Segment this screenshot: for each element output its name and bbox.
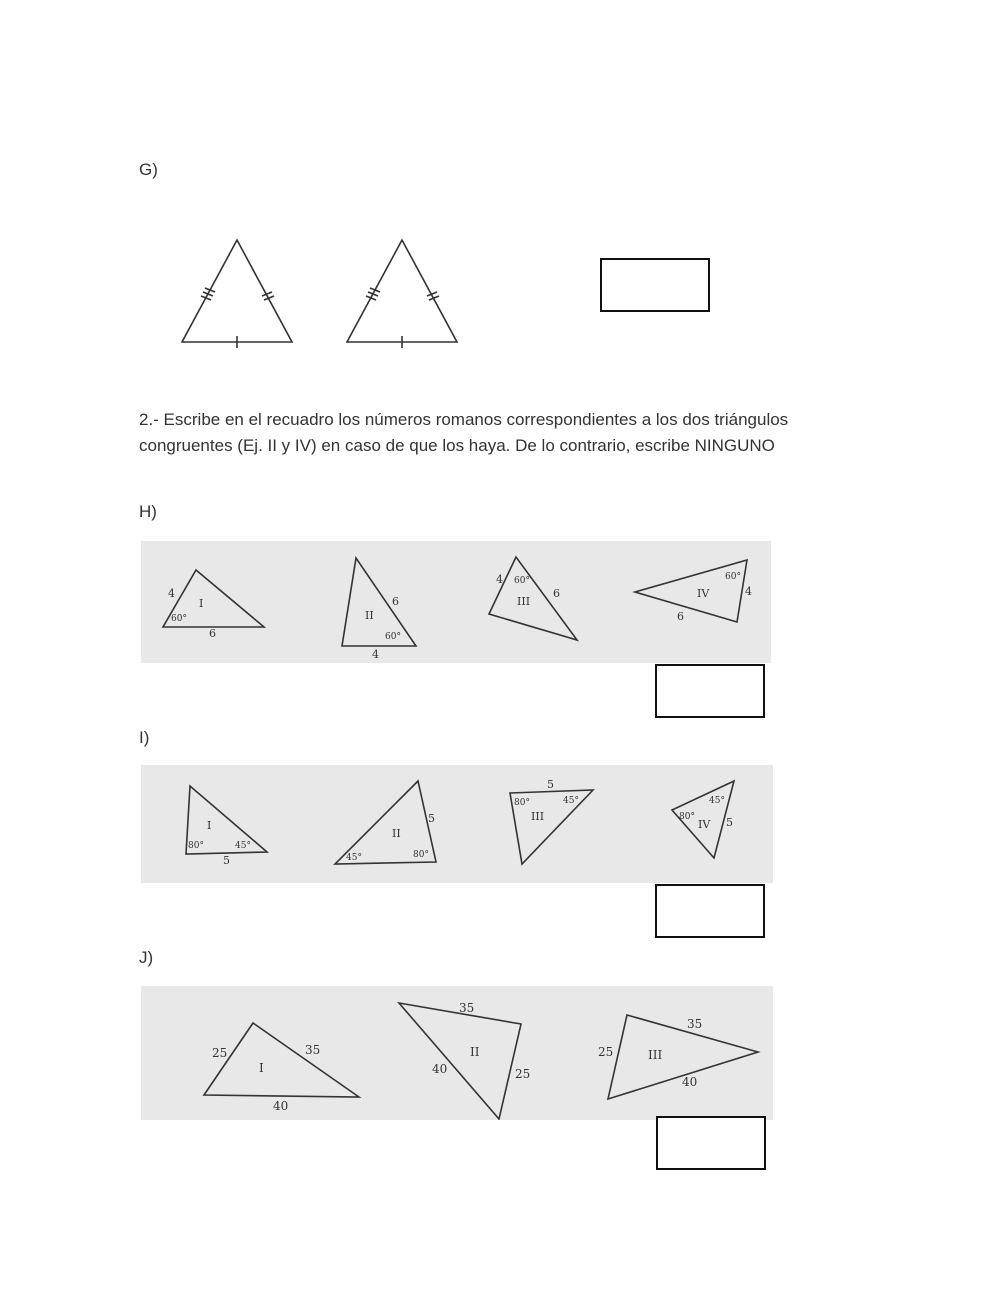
h-t4-side-a: 4 [745,585,752,598]
g-triangle-right [347,240,457,348]
section-h-panel [141,541,771,663]
h-triangle-2 [342,558,416,646]
j-t1-side-a: 25 [212,1046,228,1060]
j-triangle-2 [399,1003,521,1119]
i-t2-angle-b: 80° [413,850,429,860]
i-t1-angle-b: 45° [235,841,251,851]
j-t3-side-a: 25 [598,1045,614,1059]
h-t3-side-b: 6 [553,587,560,600]
h-t4-roman: IV [697,587,710,600]
j-t3-side-c: 40 [682,1075,698,1089]
i-t4-angle-a: 45° [709,796,725,806]
i-t3-side: 5 [547,778,554,791]
section-h-label: H) [139,502,157,521]
j-t2-roman: II [470,1045,480,1059]
h-t4-angle: 60° [725,572,741,582]
h-t3-side-a: 4 [496,573,503,586]
h-t1-angle: 60° [171,614,187,624]
j-t1-side-b: 35 [305,1043,321,1057]
i-t3-roman: III [531,810,545,823]
h-t2-side-b: 4 [372,648,379,661]
instructions-text: 2.- Escribe en el recuadro los números romanos correspondientes a los dos triángulos congruentes (Ej. II y IV) en caso de que los haya. De lo contrario, escribe NINGUNO [139,410,789,455]
h-t4-side-b: 6 [677,610,684,623]
h-t1-roman: I [199,597,204,610]
section-j-panel [141,986,773,1120]
h-triangle-3 [489,557,577,640]
answer-box-h[interactable] [655,664,765,718]
i-t1-angle-a: 80° [188,841,204,851]
j-t3-side-b: 35 [687,1017,703,1031]
j-t1-side-c: 40 [273,1099,289,1113]
section-i-label: I) [139,728,150,747]
i-t2-angle-a: 45° [346,853,362,863]
j-t1-roman: I [259,1061,264,1075]
h-t2-side-a: 6 [392,595,399,608]
answer-box-j[interactable] [656,1116,766,1170]
j-t3-roman: III [648,1048,663,1062]
answer-box-i[interactable] [655,884,765,938]
j-t2-side-a: 35 [459,1001,475,1015]
h-t3-roman: III [517,595,531,608]
answer-box-g[interactable] [600,258,710,312]
h-t3-angle: 60° [514,576,530,586]
h-t2-angle: 60° [385,632,401,642]
g-triangle-left [182,240,292,348]
j-t2-side-c: 25 [515,1067,531,1081]
i-t1-side: 5 [223,854,230,867]
section-i-panel [141,765,773,883]
section-g-figures [170,230,480,355]
i-t4-side: 5 [726,816,733,829]
i-t2-side: 5 [428,812,435,825]
section-g-label: G) [139,160,158,179]
h-t1-side-a: 4 [168,587,175,600]
section-j-label: J) [139,948,154,967]
i-t1-roman: I [207,819,212,832]
i-t3-angle-b: 45° [563,796,579,806]
i-t4-roman: IV [698,818,711,831]
i-t3-angle-a: 80° [514,798,530,808]
h-t1-side-b: 6 [209,627,216,640]
j-t2-side-b: 40 [432,1062,448,1076]
i-t4-angle-b: 80° [679,812,695,822]
j-triangle-1 [204,1023,359,1097]
i-t2-roman: II [392,827,401,840]
h-triangle-4 [635,560,747,622]
h-t2-roman: II [365,609,374,622]
